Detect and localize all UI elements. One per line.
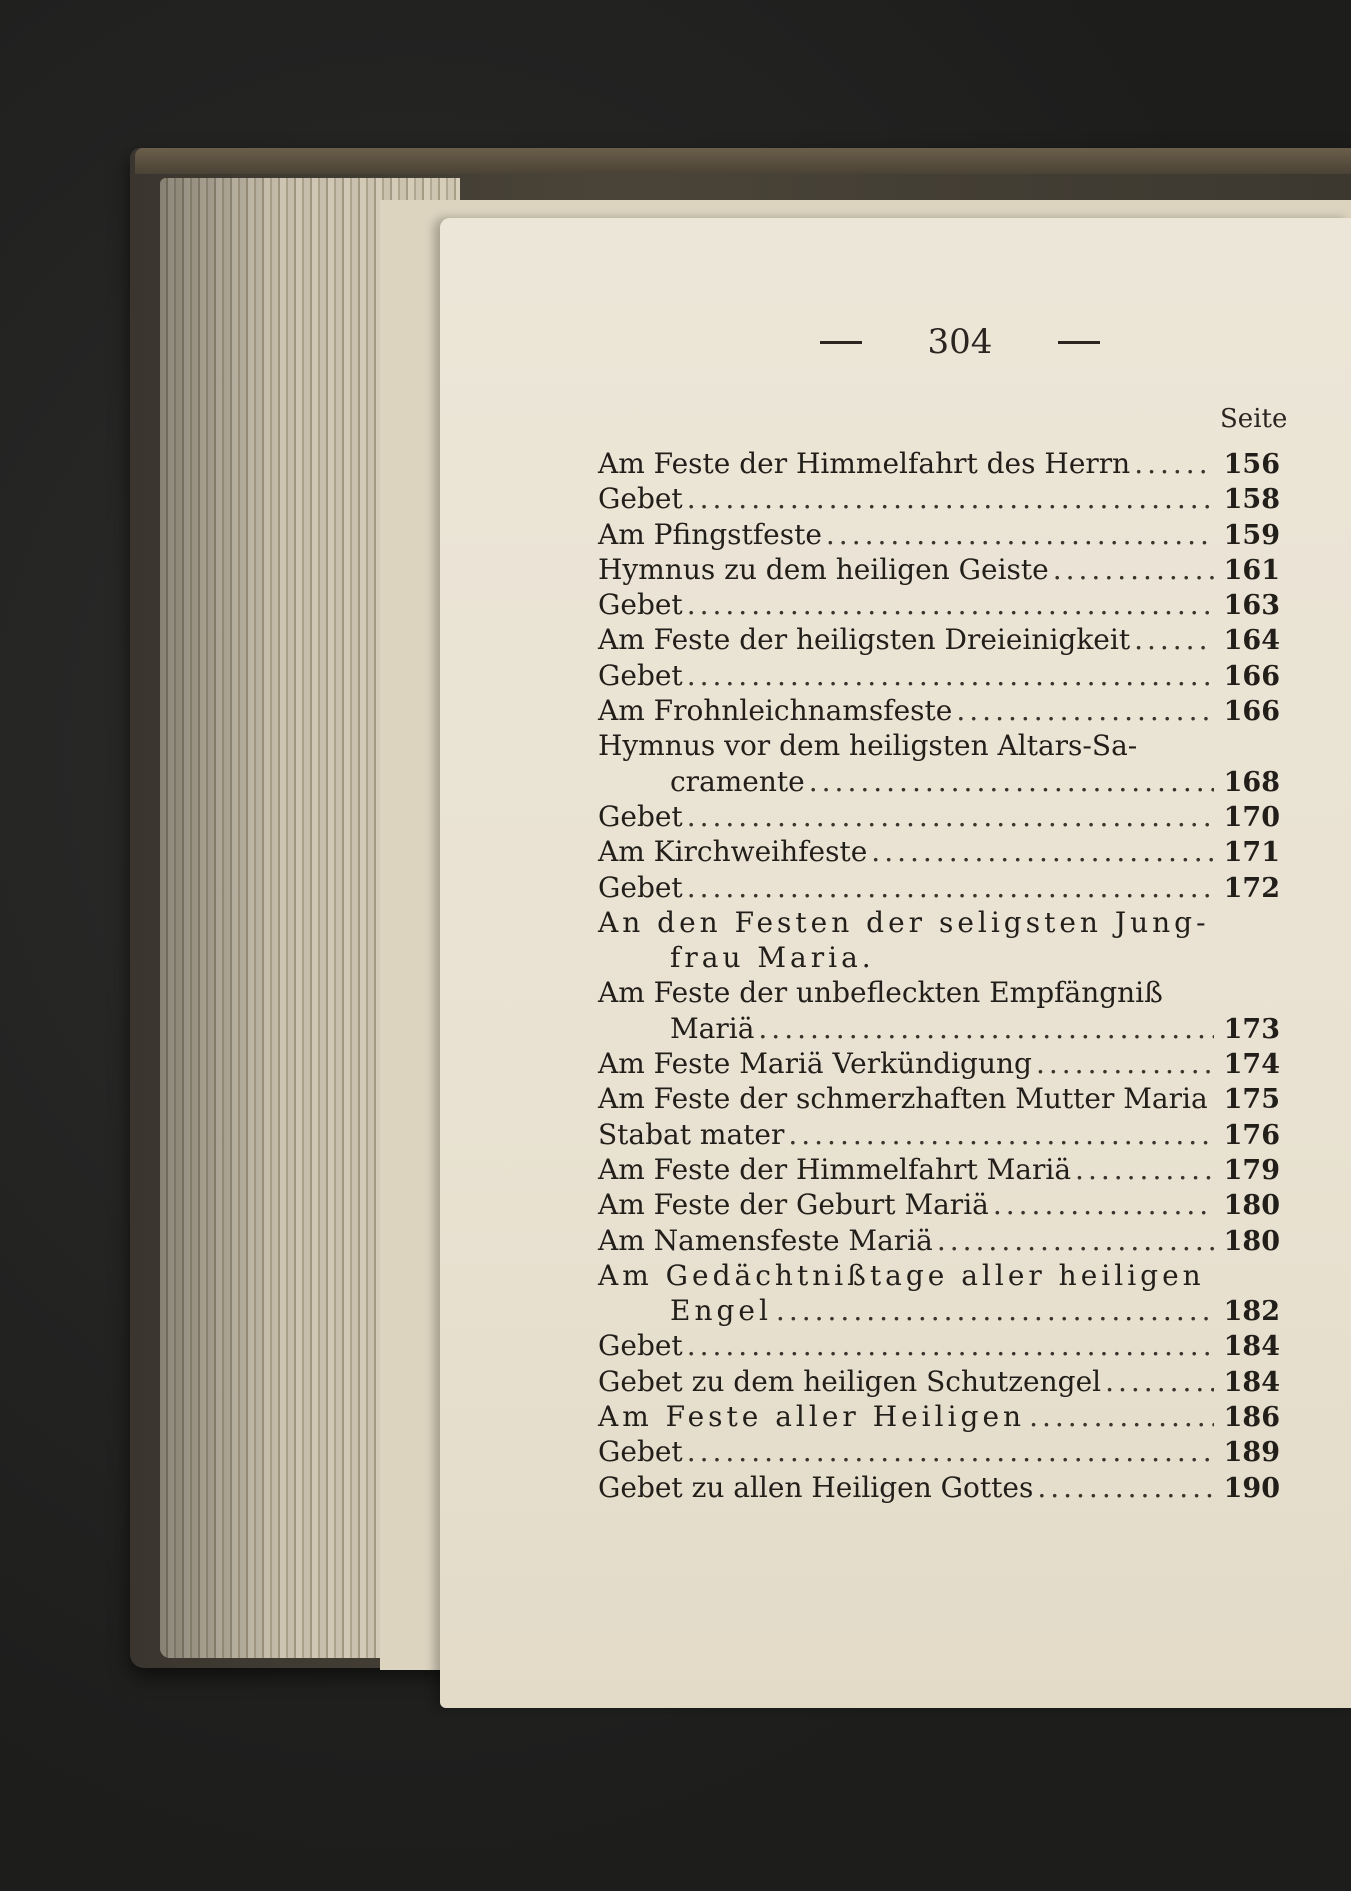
toc-leader-dots — [1134, 622, 1214, 657]
toc-entry-page: 161 — [1223, 554, 1280, 586]
toc-entry-title: An den Festen der seligsten Jung- — [598, 905, 1210, 939]
toc-entry-title: Gebet — [598, 1329, 683, 1363]
toc-entry — [598, 481, 1280, 516]
toc-leader-dots — [1134, 446, 1214, 481]
toc-leader-dots — [993, 1187, 1214, 1222]
toc-entry-title: Am Feste der Himmelfahrt Mariä — [598, 1152, 1072, 1186]
toc-entry-title: Gebet — [598, 658, 683, 692]
toc-entry-title: Gebet — [598, 799, 683, 833]
toc-entry-page: 182 — [1223, 1296, 1280, 1328]
toc-entry-title: Am Feste der Himmelfahrt des Herrn — [598, 447, 1131, 480]
toc-leader-dots — [809, 764, 1214, 799]
toc-entry — [598, 446, 1280, 481]
toc-entry-title: Am Feste Mariä Verkündigung — [598, 1047, 1032, 1081]
toc-entry-title: Am Frohnleichnamsfeste — [598, 694, 953, 728]
toc-entry-page: 180 — [1223, 1225, 1280, 1257]
toc-leader-dots — [687, 658, 1214, 693]
toc-entry — [598, 1011, 1280, 1046]
toc-entry — [598, 1152, 1280, 1187]
toc-leader-dots — [687, 1434, 1214, 1469]
toc-entry — [598, 728, 1280, 763]
toc-entry — [598, 1399, 1280, 1434]
toc-entry — [598, 1434, 1280, 1469]
toc-entry-title: Am Pfingstfeste — [598, 517, 822, 551]
toc-entry-title: Gebet zu dem heiligen Schutzengel — [598, 1364, 1102, 1398]
toc-entry-title: Am Feste der heiligsten Dreieinigkeit — [598, 623, 1131, 657]
toc-leader-dots — [788, 1117, 1214, 1152]
toc-entry-title: Gebet — [598, 1435, 683, 1469]
toc-entry — [598, 1258, 1280, 1293]
toc-leader-dots — [1053, 552, 1214, 587]
toc-entry-page: 176 — [1223, 1119, 1280, 1151]
toc-entry-page: 164 — [1223, 625, 1280, 657]
toc-entry-page: 179 — [1223, 1154, 1280, 1186]
table-of-contents — [598, 446, 1280, 1505]
toc-entry-title: Mariä — [670, 1011, 755, 1045]
toc-leader-dots — [687, 870, 1214, 905]
toc-entry-title: Gebet zu allen Heiligen Gottes — [598, 1470, 1034, 1504]
toc-entry-page: 171 — [1223, 837, 1280, 869]
toc-entry-page: 189 — [1223, 1437, 1280, 1469]
toc-entry-page: 190 — [1223, 1472, 1280, 1504]
toc-entry-title: Gebet — [598, 870, 683, 904]
toc-entry — [598, 940, 1280, 975]
toc-entry-title: Gebet — [598, 588, 683, 622]
toc-entry — [598, 764, 1280, 799]
toc-entry — [598, 1046, 1280, 1081]
toc-entry-page: 170 — [1223, 801, 1280, 833]
toc-entry — [598, 1223, 1280, 1258]
toc-entry-page: 163 — [1223, 590, 1280, 622]
toc-leader-dots — [1105, 1364, 1214, 1399]
toc-entry — [598, 975, 1280, 1010]
toc-entry-title: Gebet — [598, 482, 683, 516]
toc-entry-page: 166 — [1223, 696, 1280, 728]
toc-entry — [598, 1117, 1280, 1152]
toc-leader-dots — [687, 481, 1214, 516]
toc-entry-title: Am Feste der unbefleckten Empfängniß — [598, 976, 1163, 1010]
toc-entry-page: 156 — [1223, 449, 1280, 480]
toc-leader-dots — [937, 1223, 1214, 1258]
toc-entry — [598, 1470, 1280, 1505]
toc-leader-dots — [1212, 1081, 1214, 1116]
toc-leader-dots — [758, 1011, 1214, 1046]
toc-leader-dots — [687, 799, 1214, 834]
toc-leader-dots — [1029, 1399, 1214, 1434]
toc-leader-dots — [687, 1328, 1214, 1363]
toc-entry-page: 166 — [1223, 660, 1280, 692]
toc-entry-title: cramente — [670, 764, 805, 798]
toc-entry-title: Hymnus vor dem heiligsten Altars-Sa- — [598, 729, 1138, 763]
toc-entry — [598, 622, 1280, 657]
toc-entry — [598, 834, 1280, 869]
toc-entry — [598, 1081, 1280, 1116]
toc-leader-dots — [826, 517, 1214, 552]
toc-entry-page: 180 — [1223, 1190, 1280, 1222]
toc-entry — [598, 693, 1280, 728]
toc-entry-page: 184 — [1223, 1366, 1280, 1398]
toc-entry-title: Am Kirchweihfeste — [598, 835, 868, 869]
toc-entry-page: 158 — [1223, 484, 1280, 516]
toc-entry — [598, 1328, 1280, 1363]
toc-entry-page: 168 — [1223, 766, 1280, 798]
page-column-label: Seite — [1220, 404, 1288, 434]
toc-entry — [598, 870, 1280, 905]
toc-entry — [598, 799, 1280, 834]
book-cover-top-edge — [135, 148, 1351, 174]
toc-entry — [598, 1364, 1280, 1399]
header-dash-left — [820, 341, 862, 344]
toc-entry — [598, 658, 1280, 693]
toc-entry — [598, 1187, 1280, 1222]
toc-entry-page: 174 — [1223, 1049, 1280, 1081]
toc-leader-dots — [1037, 1470, 1214, 1505]
toc-entry-title: Am Feste der Geburt Mariä — [598, 1188, 989, 1222]
toc-entry-title: Stabat mater — [598, 1117, 785, 1151]
toc-entry — [598, 552, 1280, 587]
toc-entry — [598, 1293, 1280, 1328]
toc-entry-page: 159 — [1223, 519, 1280, 551]
toc-entry-title: Engel — [670, 1294, 772, 1328]
page-header — [820, 320, 1100, 364]
toc-entry-page: 173 — [1223, 1013, 1280, 1045]
toc-entry-title: Am Feste aller Heiligen — [598, 1400, 1026, 1434]
toc-entry — [598, 517, 1280, 552]
toc-leader-dots — [1075, 1152, 1214, 1187]
toc-entry-page: 184 — [1223, 1331, 1280, 1363]
toc-entry-page: 186 — [1223, 1402, 1280, 1434]
toc-entry-page: 175 — [1223, 1084, 1280, 1116]
header-dash-right — [1058, 341, 1100, 344]
toc-leader-dots — [956, 693, 1214, 728]
toc-leader-dots — [1036, 1046, 1214, 1081]
toc-entry — [598, 587, 1280, 622]
toc-leader-dots — [776, 1293, 1214, 1328]
toc-leader-dots — [687, 587, 1214, 622]
toc-entry-title: Am Gedächtnißtage aller heiligen — [598, 1258, 1205, 1292]
toc-entry — [598, 905, 1280, 940]
toc-entry-title: Hymnus zu dem heiligen Geiste — [598, 552, 1049, 586]
toc-entry-title: Am Feste der schmerzhaften Mutter Maria — [598, 1082, 1208, 1116]
toc-leader-dots — [871, 834, 1214, 869]
toc-entry-page: 172 — [1223, 872, 1280, 904]
toc-entry-title: Am Namensfeste Mariä — [598, 1223, 933, 1257]
page-number: 304 — [927, 322, 993, 362]
toc-entry-title: frau Maria. — [670, 941, 875, 975]
